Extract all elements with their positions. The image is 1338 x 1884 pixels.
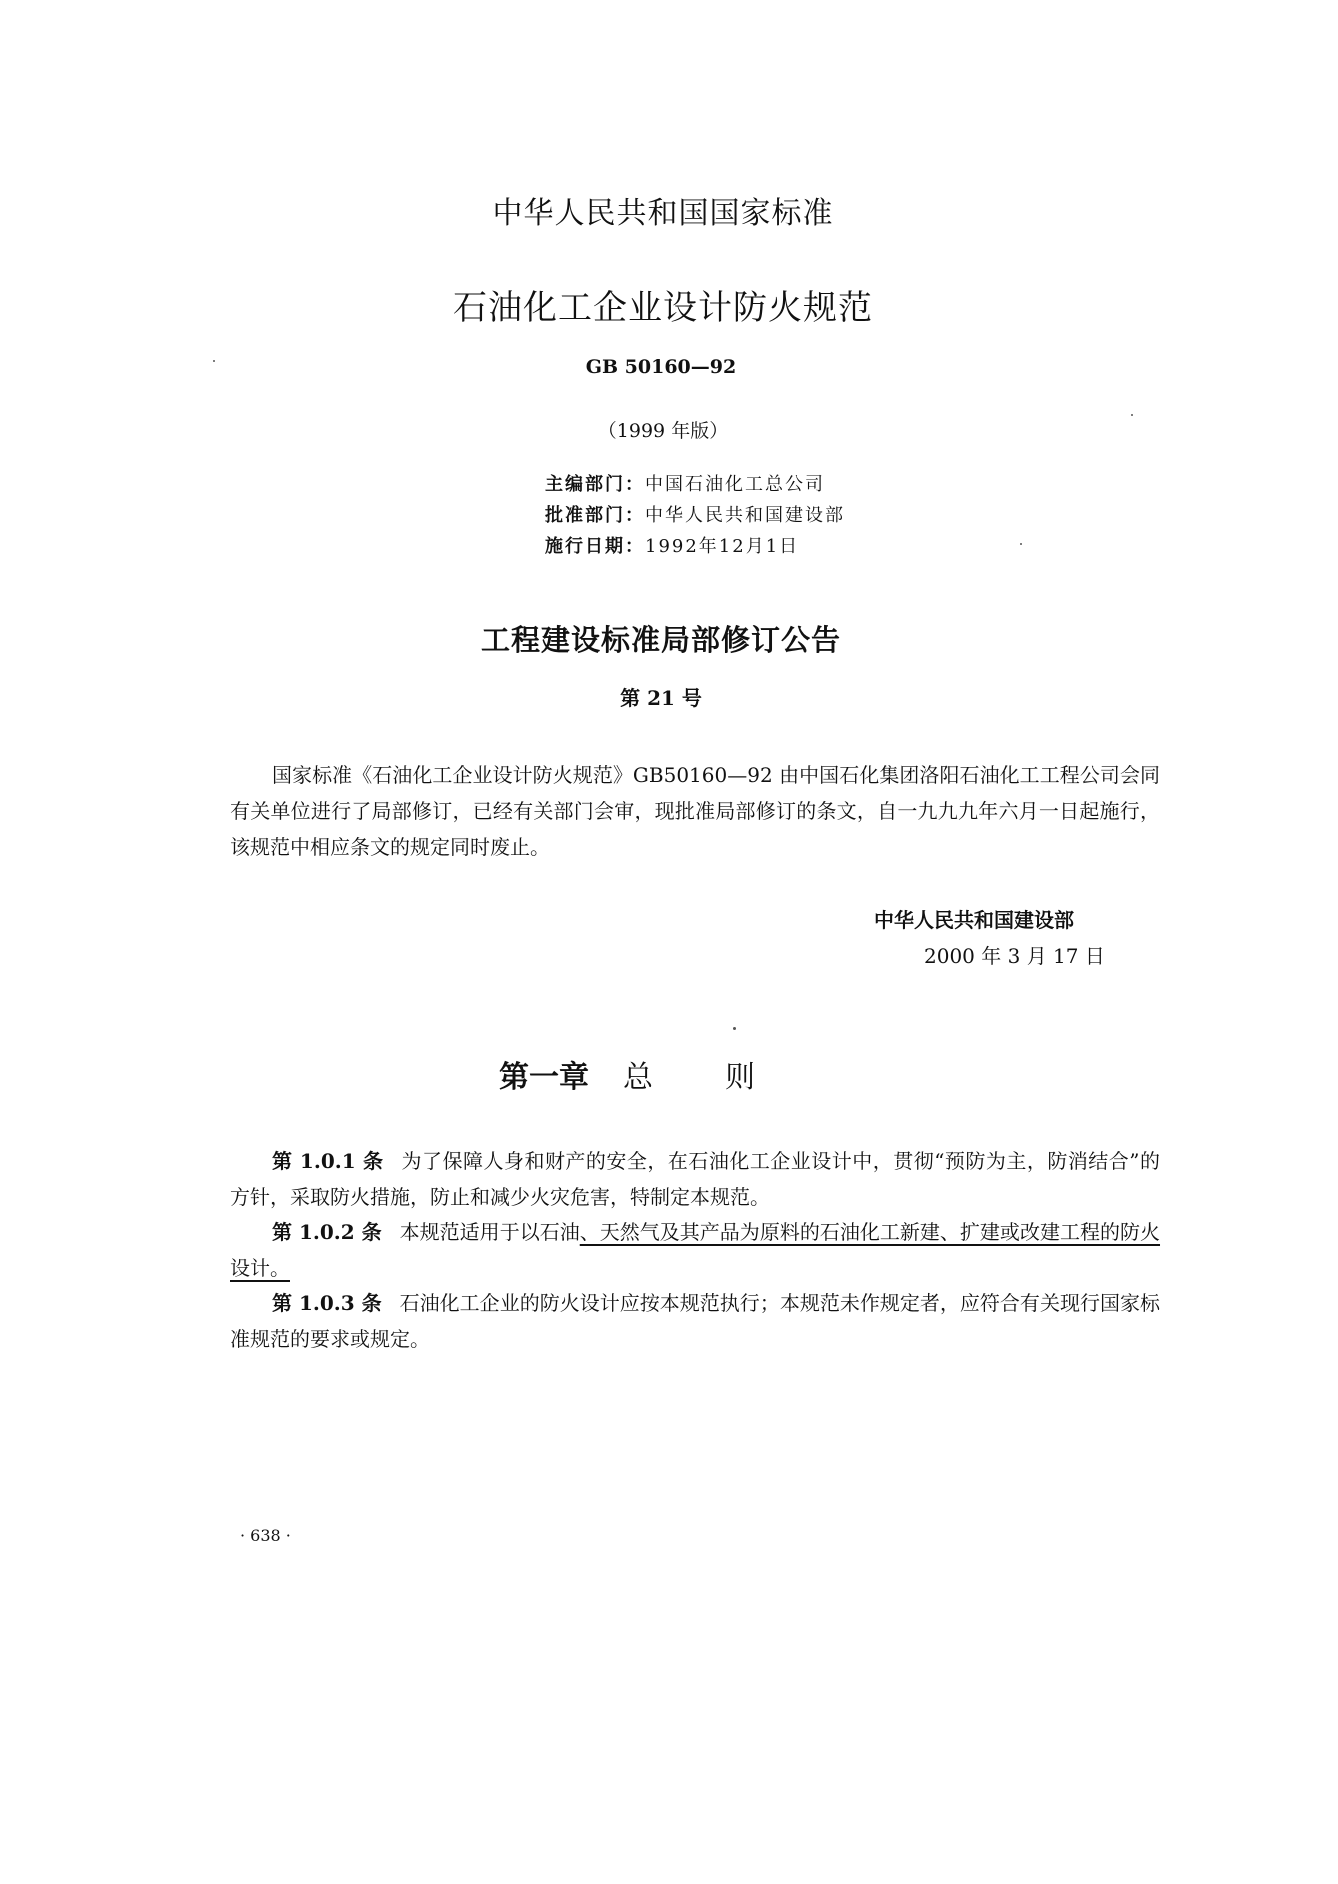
meta-editor-value: 中国石油化工总公司 xyxy=(645,474,825,495)
chapter-name: 总则 xyxy=(623,1060,827,1095)
meta-approver-value: 中华人民共和国建设部 xyxy=(645,505,845,526)
standard-code: GB 50160—92 xyxy=(585,356,737,378)
scan-speck xyxy=(1020,543,1022,545)
meta-block xyxy=(545,469,845,562)
article-number: 第 1.0.1 条 xyxy=(272,1149,384,1173)
meta-row-editor xyxy=(545,469,845,500)
meta-row-approver xyxy=(545,500,845,531)
article-text: 石油化工企业的防火设计应按本规范执行；本规范未作规定者，应符合有关现行国家标准规范的要求或规定。 xyxy=(230,1291,1160,1351)
meta-editor-label: 主编部门： xyxy=(545,474,645,495)
article-1-0-1 xyxy=(230,1143,1160,1215)
edition-label: （1999 年版） xyxy=(597,420,729,442)
meta-effective-label: 施行日期： xyxy=(545,536,645,557)
article-text-underlined: 、天然气及其产品为原料的石油化工新建、扩建或改建工程的防火设计。 xyxy=(230,1220,1161,1280)
notice-body: 国家标准《石油化工企业设计防火规范》GB50160—92 由中国石化集团洛阳石油化工工程公司会同有关单位进行了局部修订，已经有关部门会审，现批准局部修订的条文，自一九九九年六月一日起施行，该规范中相应条文的规定同时废止。 xyxy=(230,763,1160,859)
notice-signer: 中华人民共和国建设部 xyxy=(874,908,1074,932)
chapter-number: 第一章 xyxy=(499,1060,589,1095)
scan-speck xyxy=(213,360,215,362)
article-1-0-2 xyxy=(230,1214,1160,1286)
article-number: 第 1.0.2 条 xyxy=(272,1220,382,1244)
scan-speck xyxy=(733,1027,736,1030)
standard-type-heading: 中华人民共和国国家标准 xyxy=(492,196,834,231)
document-title: 石油化工企业设计防火规范 xyxy=(453,288,873,328)
notice-date: 2000 年 3 月 17 日 xyxy=(924,944,1105,968)
article-text: 为了保障人身和财产的安全，在石油化工企业设计中，贯彻“预防为主，防消结合”的方针，采取防火措施，防止和减少火灾危害，特制定本规范。 xyxy=(230,1149,1160,1209)
meta-row-effective xyxy=(545,531,845,562)
meta-effective-value: 1992年12月1日 xyxy=(645,536,800,557)
notice-number: 第 21 号 xyxy=(620,686,702,710)
notice-title: 工程建设标准局部修订公告 xyxy=(480,623,841,657)
chapter-title xyxy=(0,1052,1332,1096)
scan-speck xyxy=(1131,414,1133,416)
article-1-0-3 xyxy=(230,1285,1160,1357)
article-text: 本规范适用于以石油 xyxy=(399,1220,580,1244)
meta-approver-label: 批准部门： xyxy=(545,505,645,526)
page-number: · 638 · xyxy=(240,1526,291,1545)
article-number: 第 1.0.3 条 xyxy=(272,1291,382,1315)
